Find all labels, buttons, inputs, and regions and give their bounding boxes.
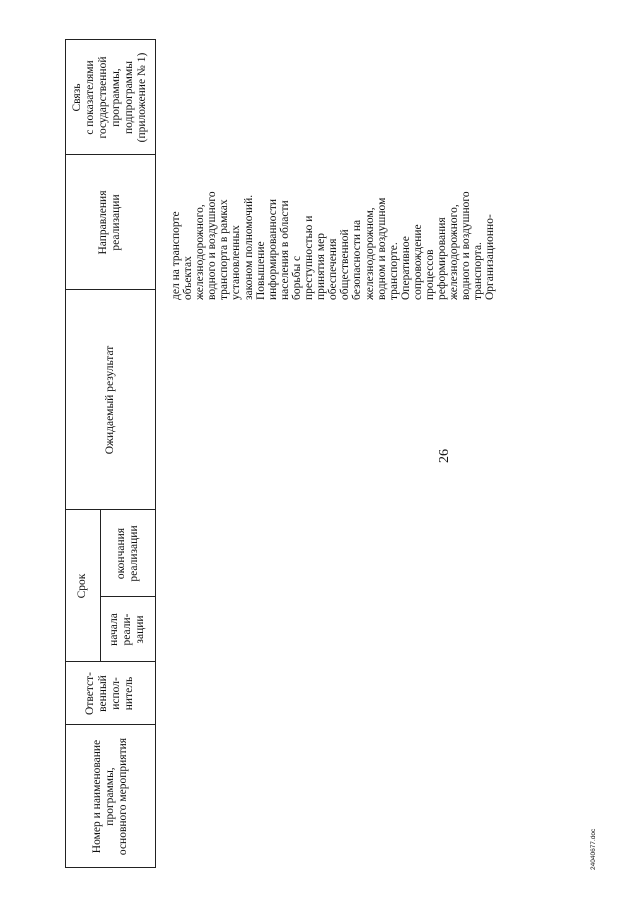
table-header-bottom-border <box>155 39 156 868</box>
footer-doc-code: 24040677.doc <box>590 828 597 870</box>
header-number-name: Номер и наименование программы, основного мероприятия <box>90 737 129 856</box>
header-term: Срок <box>76 573 88 599</box>
header-responsible: Ответст- венный испол- нитель <box>84 672 135 715</box>
header-term-start: начала реали- зации <box>108 613 146 646</box>
header-directions: Направления реализации <box>97 190 122 255</box>
header-link-indicators: Связь с показателями государственной программы, подпрограммы (приложение № 1) <box>71 52 148 143</box>
row-continuation-text: дел на транспорте объектах железнодорожного, водного и воздушного транспорта в рамках установленных законом полномочий. Повышение информированности населения в области борьбы с преступностью и принятия мер обеспечения общественной безопасности на железнодорожном, водном и воздушном транспорте. Оперативное сопровождение процессов реформирования железнодорожного, водного и воздушного транспорта. Организационно- <box>170 191 497 300</box>
header-term-end: окончания реализации <box>114 525 140 582</box>
page-number: 26 <box>437 449 452 463</box>
header-expected-result: Ожидаемый результат <box>103 345 116 455</box>
